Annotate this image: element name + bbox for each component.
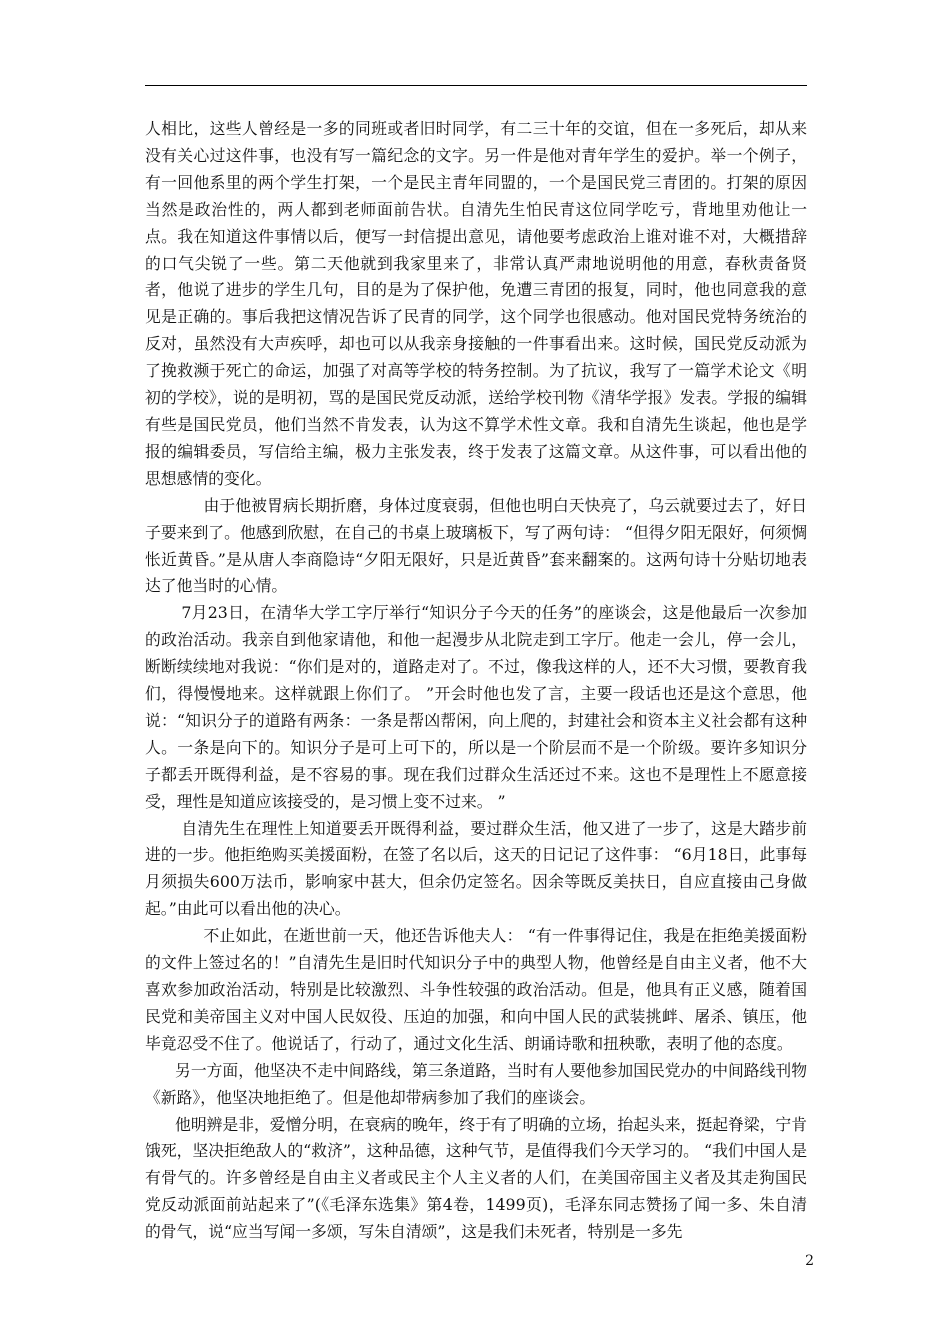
- document-body: [145, 116, 807, 1246]
- paragraph-5: 不止如此，在逝世前一天，他还告诉他夫人： “有一件事得记住，我是在拒绝美援面粉的文件上签过名的！”自清先生是旧时代知识分子中的典型人物，他曾经是自由主义者，他不大喜欢参加政治活动，特别是比较激烈、斗争性较强的政治活动。但是，他具有正义感，随着国民党和美帝国主义对中国人民奴役、压迫的加强，和向中国人民的武装挑衅、屠杀、镇压，他毕竟忍受不住了。他说话了，行动了，通过文化生活、朗诵诗歌和扭秧歌，表明了他的态度。: [145, 926, 807, 1053]
- paragraph-6: 另一方面，他坚决不走中间路线，第三条道路，当时有人要他参加国民党办的中间路线刊物《新路》，他坚决地拒绝了。但是他却带病参加了我们的座谈会。: [145, 1060, 807, 1107]
- paragraph-7: 他明辨是非，爱憎分明，在衰病的晚年，终于有了明确的立场，抬起头来，挺起脊梁，宁肯饿死，坚决拒绝敌人的“救济”，这种品德，这种气节，是值得我们今天学习的。 “我们中国人是有骨气的。许多曾经是自由主义者或民主个人主义者的人们，在美国帝国主义者及其走狗国民党反动派面前站起来了”(《毛泽东选集》第4卷，1499页)，毛泽东同志赞扬了闻一多、朱自清的骨气，说“应当写闻一多颂，写朱自清颂”，这是我们未死者，特别是一多先: [145, 1114, 807, 1242]
- paragraph-3: 7月23日，在清华大学工字厅举行“知识分子今天的任务”的座谈会，这是他最后一次参加的政治活动。我亲自到他家请他，和他一起漫步从北院走到工字厅。他走一会儿，停一会儿，断断续续地对我说：“你们是对的，道路走对了。不过，像我这样的人，还不大习惯，要教育我们，得慢慢地来。这样就跟上你们了。 ”开会时他也发了言，主要一段话也还是这个意思，他说：“知识分子的道路有两条：一条是帮凶帮闲，向上爬的，封建社会和资本主义社会都有这种人。一条是向下的。知识分子是可上可下的，所以是一个阶层而不是一个阶级。要许多知识分子都丢开既得利益，是不容易的事。现在我们过群众生活还过不来。这也不是理性上不愿意接受，理性是知道应该接受的，是习惯上变不过来。 ”: [145, 603, 807, 811]
- page-number: 2: [805, 1253, 814, 1269]
- header-rule: [145, 85, 807, 86]
- paragraph-2: 由于他被胃病长期折磨，身体过度衰弱，但他也明白天快亮了，乌云就要过去了，好日子要来到了。他感到欣慰，在自己的书桌上玻璃板下，写了两句诗： “但得夕阳无限好，何须惆怅近黄昏。”是从唐人李商隐诗“夕阳无限好，只是近黄昏”套来翻案的。这两句诗十分贴切地表达了他当时的心情。: [145, 495, 807, 596]
- paragraph-4: 自清先生在理性上知道要丢开既得利益，要过群众生活，他又进了一步了，这是大踏步前进的一步。他拒绝购买美援面粉，在签了名以后，这天的日记记了这件事： “6月18日，此事每月须损失600万法币，影响家中甚大，但余仍定签名。因余等既反美扶日，自应直接由己身做起。”由此可以看出他的决心。: [145, 818, 807, 919]
- paragraph-1: 人相比，这些人曾经是一多的同班或者旧时同学，有二三十年的交谊，但在一多死后，却从来没有关心过这件事，也没有写一篇纪念的文字。另一件是他对青年学生的爱护。举一个例子，有一回他系里的两个学生打架，一个是民主青年同盟的，一个是国民党三青团的。打架的原因当然是政治性的，两人都到老师面前告状。自清先生怕民青这位同学吃亏，背地里劝他让一点。我在知道这件事情以后，便写一封信提出意见，请他要考虑政治上谁对谁不对，大概措辞的口气尖锐了一些。第二天他就到我家里来了，非常认真严肃地说明他的用意，春秋责备贤者，他说了进步的学生几句，目的是为了保护他，免遭三青团的报复，同时，他也同意我的意见是正确的。事后我把这情况告诉了民青的同学，这个同学也很感动。他对国民党特务统治的反对，虽然没有大声疾呼，却也可以从我亲身接触的一件事看出来。这时候，国民党反动派为了挽救濒于死亡的命运，加强了对高等学校的特务控制。为了抗议，我写了一篇学术论文《明初的学校》，说的是明初，骂的是国民党反动派，送给学校刊物《清华学报》发表。学报的编辑有些是国民党员，他们当然不肯发表，认为这不算学术性文章。我和自清先生谈起，他也是学报的编辑委员，写信给主编，极力主张发表，终于发表了这篇文章。从这件事，可以看出他的思想感情的变化。: [145, 119, 807, 488]
